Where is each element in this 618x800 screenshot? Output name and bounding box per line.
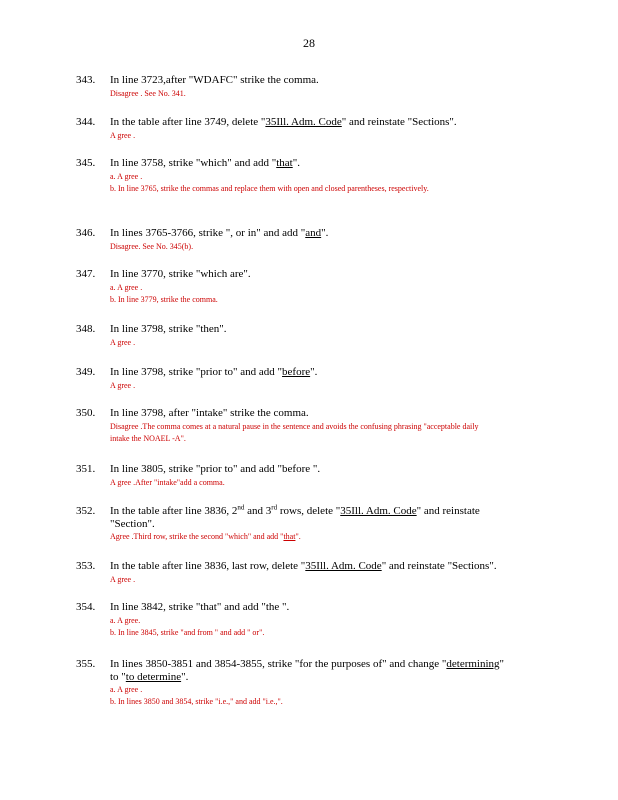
- item-number: 349.: [76, 366, 96, 378]
- item-text: In line 3798, after "intake" strike the comma.: [110, 407, 309, 419]
- response-line: b. In line 3779, strike the comma.: [110, 295, 218, 304]
- item-number: 355.: [76, 658, 96, 670]
- response-line: A gree .: [110, 575, 136, 584]
- response-block: [110, 615, 480, 639]
- response-line: a. A gree .: [110, 685, 143, 694]
- item-number: 347.: [76, 268, 96, 280]
- item-number: 346.: [76, 227, 96, 239]
- item-number: 344.: [76, 116, 96, 128]
- item-number: 354.: [76, 601, 96, 613]
- item-text: In lines 3850-3851 and 3854-3855, strike "for the purposes of" and change "determining" to "to determine".: [110, 658, 505, 683]
- item-text: In the table after line 3749, delete "35Ill. Adm. Code" and reinstate "Sections".: [110, 116, 457, 128]
- item-number: 348.: [76, 323, 96, 335]
- response-block: [110, 380, 480, 392]
- response-block: [110, 337, 480, 349]
- response-line: Disagree .The comma comes at a natural pause in the sentence and avoids the confusing phrasing "acceptable daily intake the NOAEL -A".: [110, 422, 479, 443]
- item-number: 353.: [76, 560, 96, 572]
- item-number: 343.: [76, 74, 96, 86]
- response-line: a. A gree .: [110, 172, 143, 181]
- response-block: [110, 241, 480, 253]
- response-block: [110, 88, 480, 100]
- item-number: 352.: [76, 505, 96, 517]
- item-text: In line 3798, strike "prior to" and add "before".: [110, 366, 318, 378]
- response-block: [110, 477, 480, 489]
- response-line: A gree .: [110, 131, 136, 140]
- response-line: b. In line 3765, strike the commas and replace them with open and closed parentheses, respectively.: [110, 184, 429, 193]
- response-block: [110, 531, 480, 543]
- item-text: In line 3758, strike "which" and add "that".: [110, 157, 300, 169]
- response-line: Disagree. See No. 345(b).: [110, 242, 194, 251]
- response-line: a. A gree.: [110, 616, 141, 625]
- response-line: A gree .: [110, 338, 136, 347]
- response-line: A gree .: [110, 381, 136, 390]
- response-block: [110, 684, 480, 708]
- response-line: b. In line 3845, strike "and from " and add " or".: [110, 628, 265, 637]
- response-line: b. In lines 3850 and 3854, strike "i.e.," and add "i.e.,".: [110, 697, 283, 706]
- response-block: [110, 574, 480, 586]
- response-line: Disagree . See No. 341.: [110, 89, 186, 98]
- item-number: 350.: [76, 407, 96, 419]
- response-line: a. A gree .: [110, 283, 143, 292]
- item-text: In line 3842, strike "that" and add "the ".: [110, 601, 290, 613]
- response-line: Agree .Third row, strike the second "which" and add "that".: [110, 532, 301, 541]
- item-text: In the table after line 3836, 2nd and 3rd rows, delete "35Ill. Adm. Code" and reinstate "Section".: [110, 503, 480, 530]
- response-block: [110, 421, 480, 445]
- response-line: A gree .After "intake"add a comma.: [110, 478, 225, 487]
- item-text: In lines 3765-3766, strike ", or in" and add "and".: [110, 227, 329, 239]
- item-number: 351.: [76, 463, 96, 475]
- item-number: 345.: [76, 157, 96, 169]
- item-text: In the table after line 3836, last row, delete "35Ill. Adm. Code" and reinstate "Sections".: [110, 560, 497, 572]
- response-block: [110, 171, 480, 195]
- item-text: In line 3805, strike "prior to" and add "before ".: [110, 463, 321, 475]
- response-block: [110, 130, 480, 142]
- item-text: In line 3770, strike "which are".: [110, 268, 251, 280]
- item-text: In line 3723,after "WDAFC" strike the comma.: [110, 74, 319, 86]
- response-block: [110, 282, 480, 306]
- item-text: In line 3798, strike "then".: [110, 323, 227, 335]
- page-number: 28: [303, 36, 315, 50]
